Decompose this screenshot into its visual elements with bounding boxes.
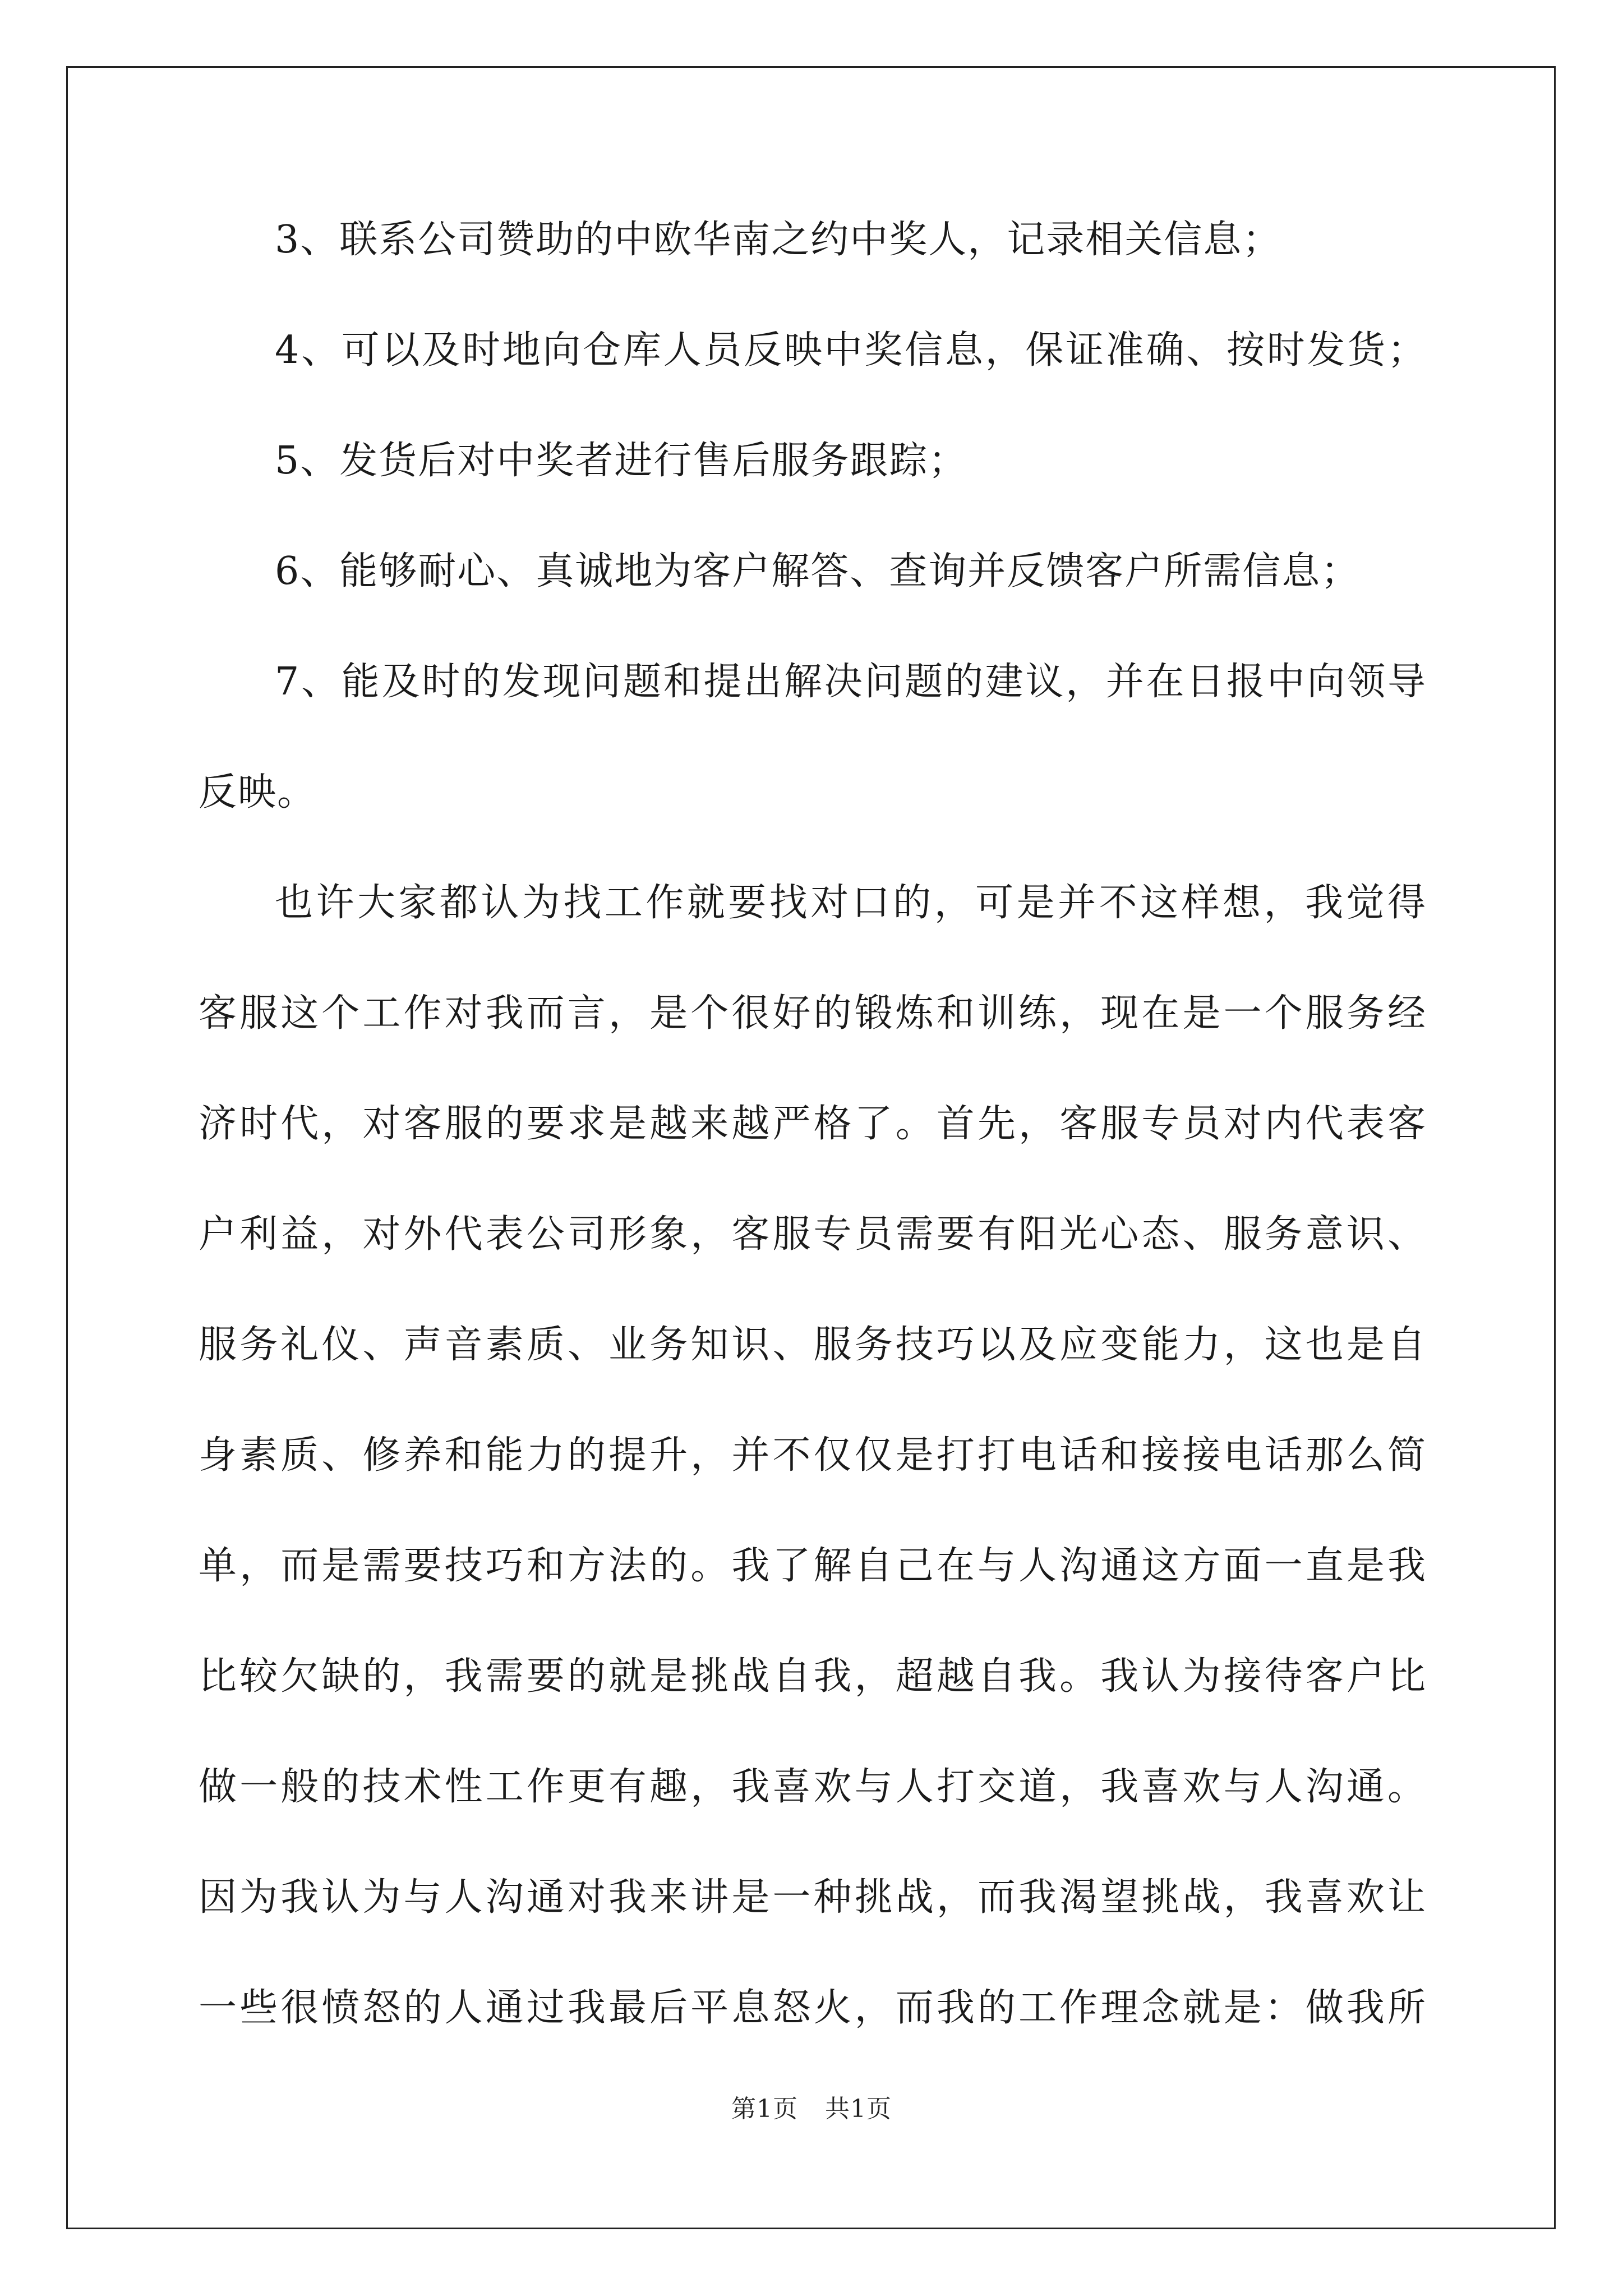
page-number: 第1页 [731,2095,798,2123]
text-line: 济时代，对客服的要求是越来越严格了。首先，客服专员对内代表客 [199,1102,1427,1146]
text-line: 反映。 [199,770,317,815]
document-body [199,213,1427,2092]
text-line: 也许大家都认为找工作就要找对口的，可是并不这样想，我觉得 [275,881,1427,925]
page-total: 共1页 [825,2095,892,2123]
text-line: 一些很愤怒的人通过我最后平息怒火，而我的工作理念就是：做我所 [199,1986,1427,2030]
text-line: 比较欠缺的，我需要的就是挑战自我，超越自我。我认为接待客户比 [199,1654,1427,1699]
text-line: 4、可以及时地向仓库人员反映中奖信息，保证准确、按时发货； [275,328,1427,372]
text-line: 客服这个工作对我而言，是个很好的锻炼和训练，现在是一个服务经 [199,991,1427,1036]
text-line: 单，而是需要技巧和方法的。我了解自己在与人沟通这方面一直是我 [199,1544,1427,1588]
text-line: 做一般的技术性工作更有趣，我喜欢与人打交道，我喜欢与人沟通。 [199,1765,1427,1809]
text-line: 因为我认为与人沟通对我来讲是一种挑战，而我渴望挑战，我喜欢让 [199,1875,1427,1920]
page-footer [0,2092,1623,2126]
text-line: 3、联系公司赞助的中欧华南之约中奖人，记录相关信息； [275,218,1282,262]
text-line: 身素质、修养和能力的提升，并不仅仅是打打电话和接接电话那么简 [199,1433,1427,1478]
text-line: 服务礼仪、声音素质、业务知识、服务技巧以及应变能力，这也是自 [199,1323,1427,1367]
text-line: 6、能够耐心、真诚地为客户解答、查询并反馈客户所需信息； [275,549,1361,593]
text-line: 7、能及时的发现问题和提出解决问题的建议，并在日报中向领导 [275,660,1427,704]
text-line: 户利益，对外代表公司形象，客服专员需要有阳光心态、服务意识、 [199,1212,1427,1257]
text-line: 5、发货后对中奖者进行售后服务跟踪； [275,439,968,483]
